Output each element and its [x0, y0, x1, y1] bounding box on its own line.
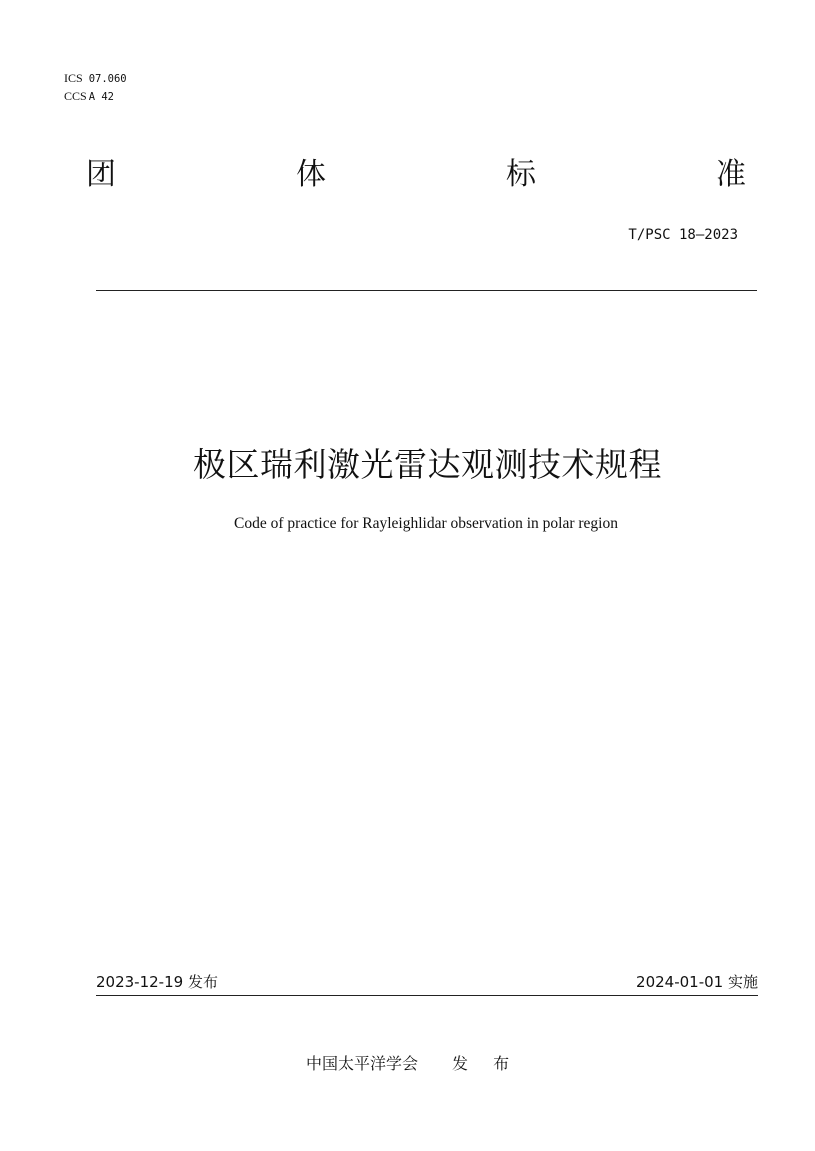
publisher-name: 中国太平洋学会: [306, 1054, 419, 1073]
ccs-row: [64, 88, 127, 106]
category-char-4: 准: [716, 157, 746, 192]
issue-date: 2023-12-19 发布: [96, 973, 218, 991]
implementation-date: 2024-01-01 实施: [636, 973, 758, 991]
document-title-cn: 极区瑞利激光雷达观测技术规程: [193, 445, 662, 484]
standard-category-heading: [86, 153, 746, 197]
document-title-en: Code of practice for Rayleighlidar observation in polar region: [234, 515, 618, 532]
publisher-verb: 发 布: [452, 1054, 520, 1073]
category-char-2: 体: [296, 157, 326, 192]
classification-codes: [64, 70, 127, 106]
category-char-3: 标: [506, 157, 536, 192]
ics-value: 07.060: [88, 73, 127, 85]
publisher-line: [306, 1052, 519, 1076]
ics-row: [64, 70, 127, 88]
standard-number: T/PSC 18—2023: [628, 227, 738, 243]
category-char-1: 团: [86, 157, 116, 192]
bottom-divider: [96, 995, 758, 996]
ics-label: ICS: [64, 71, 83, 85]
top-divider: [96, 290, 757, 291]
ccs-label: CCS: [64, 89, 87, 103]
ccs-value: A 42: [88, 91, 114, 103]
